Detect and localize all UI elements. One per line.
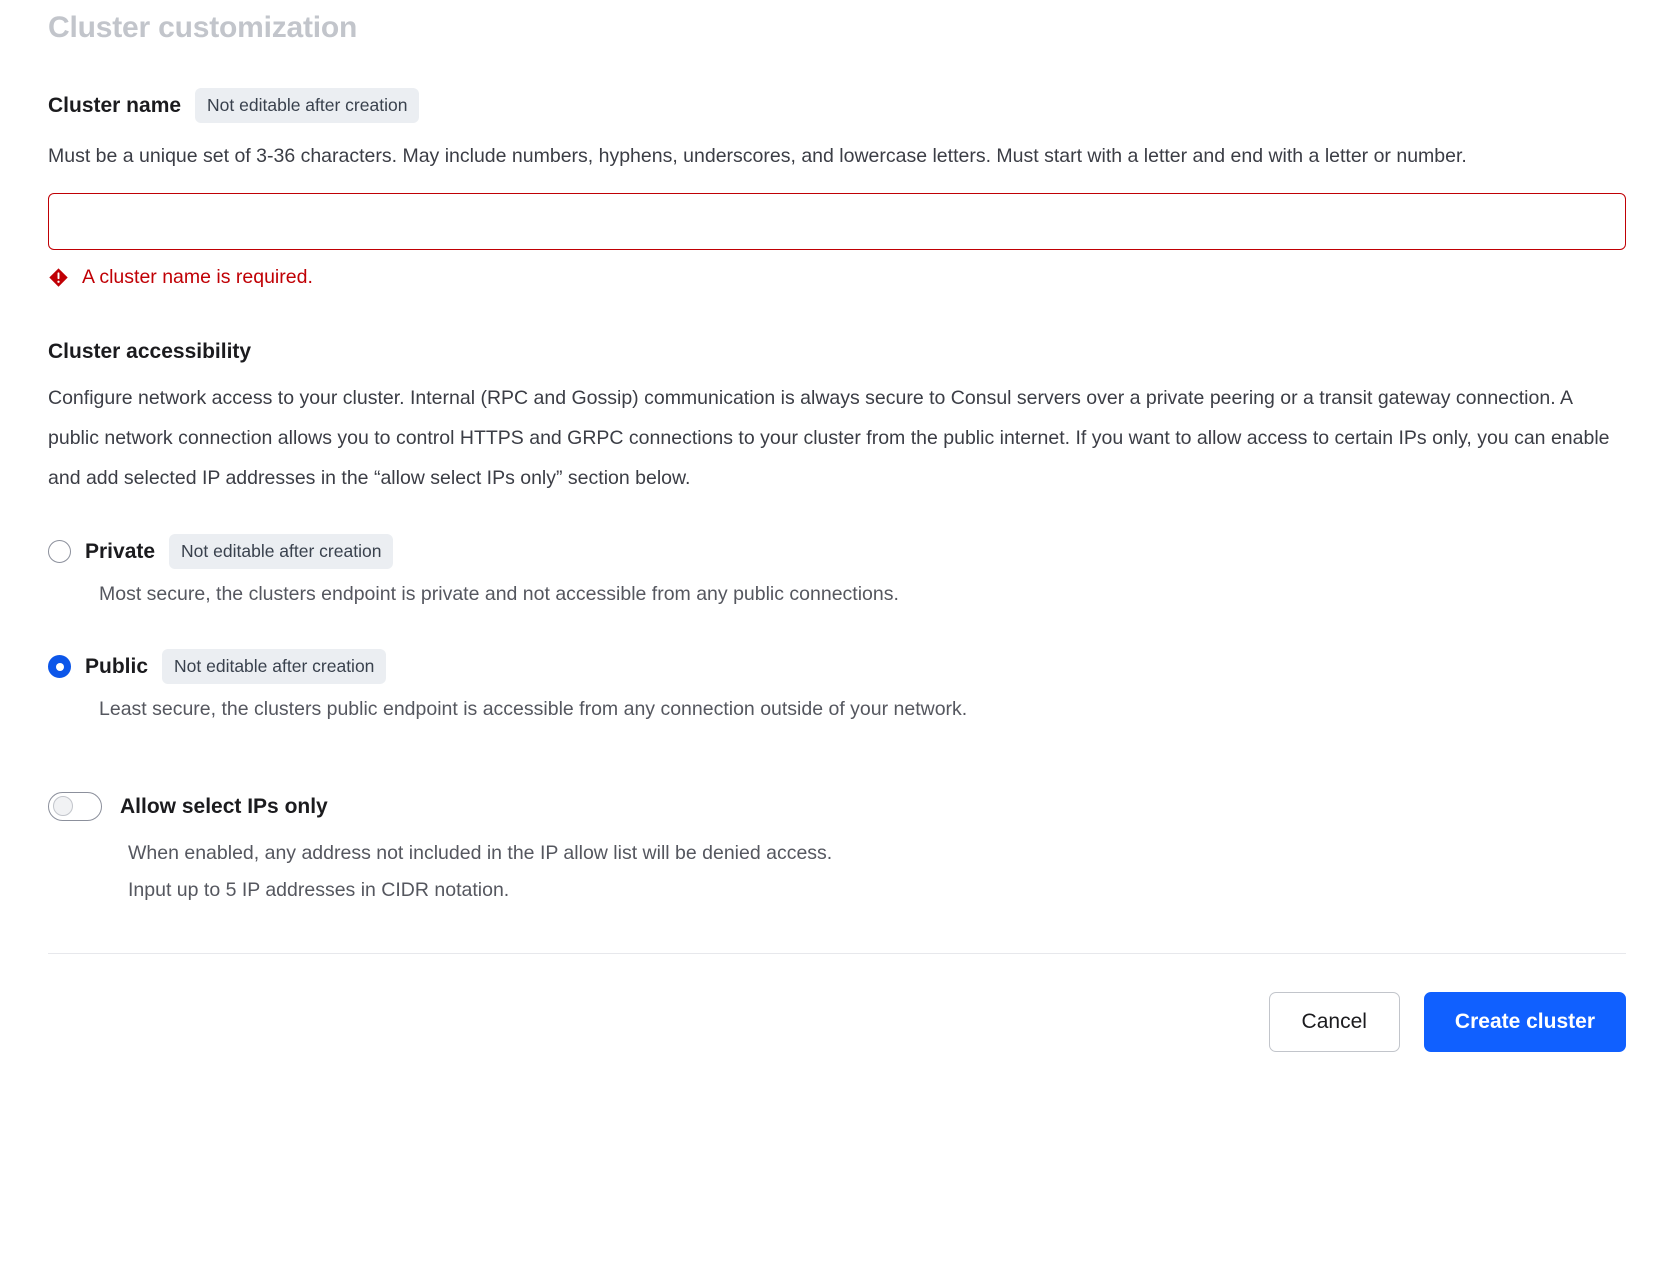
cluster-name-help-text: Must be a unique set of 3-36 characters. May include numbers, hyphens, underscores, and lowercase letters. Must start with a letter and end with a letter or number.	[48, 145, 1467, 167]
alert-diamond-icon	[48, 267, 69, 288]
allow-select-ips-line[interactable]	[48, 792, 1624, 821]
allow-select-ips-description-line1: When enabled, any address not included in the IP allow list will be denied access.	[128, 842, 833, 864]
radio-private-control[interactable]	[48, 540, 71, 563]
allow-select-ips-label: Allow select IPs only	[120, 794, 328, 818]
cluster-name-input[interactable]	[48, 193, 1626, 250]
allow-select-ips-description-line2: Input up to 5 IP addresses in CIDR notation.	[128, 879, 510, 901]
cluster-accessibility-description: Configure network access to your cluster. Internal (RPC and Gossip) communication is always secure to Consul servers over a private peering or a transit gateway connection. A public network connection allows you to control HTTPS and GRPC connections to your cluster from the public internet. If you want to allow access to certain IPs only, you can enable and add selected IP addresses in the “allow select IPs only” section below.	[48, 387, 1610, 489]
accessibility-radio-group	[48, 534, 1624, 722]
radio-option-private[interactable]	[48, 534, 1624, 607]
allow-select-ips-description	[128, 835, 1624, 909]
radio-option-private-line[interactable]	[48, 534, 1624, 569]
cluster-name-label: Cluster name	[48, 93, 182, 117]
radio-public-control[interactable]	[48, 655, 71, 678]
cluster-name-error	[48, 266, 1624, 288]
radio-public-description: Least secure, the clusters public endpoint is accessible from any connection outside of your network.	[99, 698, 968, 720]
radio-option-public-line[interactable]	[48, 649, 1624, 684]
radio-private-description: Most secure, the clusters endpoint is private and not accessible from any public connections.	[99, 583, 899, 605]
allow-select-ips-block	[48, 792, 1624, 909]
toggle-knob	[53, 796, 73, 816]
page-title: Cluster customization	[48, 11, 358, 44]
radio-private-badge: Not editable after creation	[169, 534, 393, 569]
cluster-name-error-text: A cluster name is required.	[82, 266, 313, 288]
radio-private-label: Private	[85, 539, 156, 563]
cancel-button[interactable]: Cancel	[1269, 992, 1400, 1052]
radio-public-label: Public	[85, 654, 149, 678]
footer-divider	[48, 953, 1626, 954]
form-actions	[48, 992, 1626, 1092]
cluster-name-badge: Not editable after creation	[195, 88, 419, 123]
radio-public-badge: Not editable after creation	[162, 649, 386, 684]
cluster-accessibility-heading: Cluster accessibility	[48, 340, 252, 363]
allow-select-ips-toggle[interactable]	[48, 792, 102, 821]
cluster-accessibility-section	[48, 338, 1624, 909]
radio-option-public[interactable]	[48, 649, 1624, 722]
create-cluster-button[interactable]: Create cluster	[1424, 992, 1626, 1052]
cluster-name-label-row	[48, 88, 1624, 123]
cluster-name-section	[48, 88, 1624, 288]
